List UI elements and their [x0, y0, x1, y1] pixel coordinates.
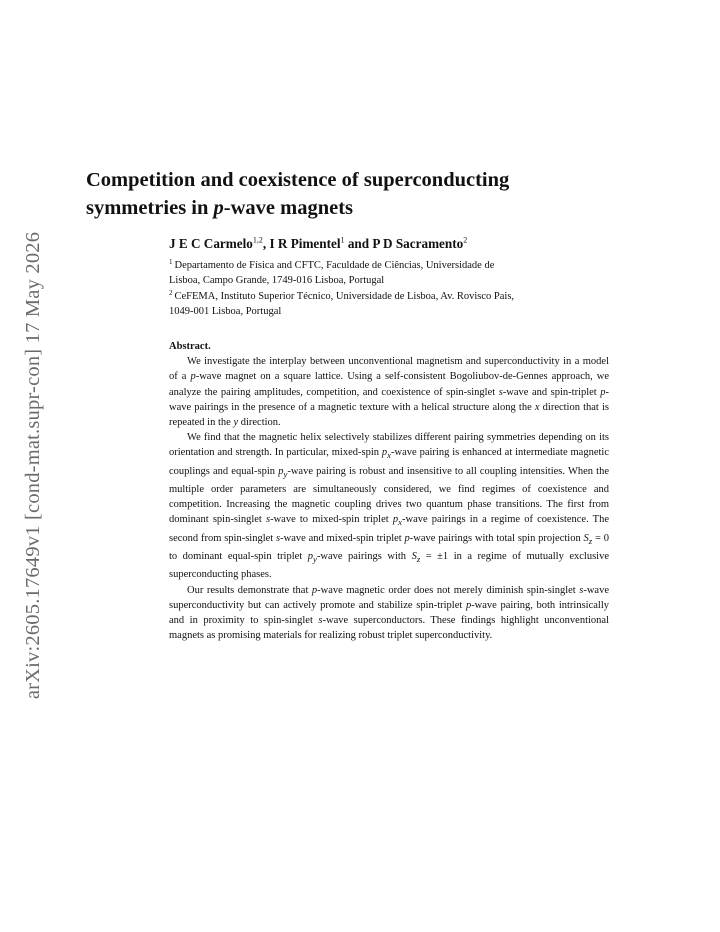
p1-text-e: -wave and spin-triplet — [502, 386, 601, 398]
p2-text-a: We find that the magnetic helix selectively stabilizes different pairing symmetries depending on its orientation and strength. In particular, mixed-spin — [169, 432, 609, 459]
p1-math-y: y — [233, 417, 239, 429]
p2-math-sub-z: z — [588, 535, 593, 546]
p1-math-p: p — [190, 371, 196, 383]
p2-math-s: s — [265, 514, 271, 526]
p1-text-a: We investigate the interplay between unconventional magnetism and superconductivity in a model of a — [169, 356, 609, 383]
arxiv-side-stamp — [20, 195, 48, 735]
affiliation-1-mark: 1 — [169, 257, 173, 266]
p2-text-q: -wave pairings with — [316, 551, 412, 563]
p2-math-S-2: S — [411, 551, 417, 563]
author-1-affil-mark: 1,2 — [252, 235, 263, 245]
p1-math-p-2: p — [600, 386, 606, 398]
affiliation-2-line-2: 1049-001 Lisboa, Portugal — [169, 306, 282, 318]
author-1-name: J E C Carmelo — [169, 236, 253, 251]
author-list — [169, 236, 467, 252]
abstract-paragraph-3 — [169, 583, 609, 644]
author-separator-2: and — [344, 236, 373, 251]
p3-text-a: Our results demonstrate that — [187, 584, 312, 596]
p3-text-g: -wave pairing, both intrinsically and in proximity to spin-singlet — [169, 599, 610, 626]
abstract-paragraph-1 — [169, 354, 609, 430]
p1-text-i: direction that is repeated in the — [169, 401, 609, 429]
arxiv-identifier: arXiv:2605.17649v1 [cond-mat.supr-con] 17 May 2026 — [22, 231, 45, 699]
abstract-paragraph-2 — [169, 430, 609, 582]
title-line-2-pre: symmetries in — [86, 197, 214, 219]
p3-text-i: -wave superconductors. These findings highlight unconventional magnets as promising materials for realizing robust triplet superconductivity. — [169, 614, 609, 642]
affiliation-2-mark: 2 — [169, 288, 173, 297]
title-line-2-italic: p — [213, 197, 224, 219]
abstract — [169, 339, 609, 643]
p2-math-p-4: p — [404, 532, 410, 544]
p2-math-sub-y-2: y — [312, 554, 317, 565]
p3-math-p: p — [311, 584, 318, 596]
p3-math-p-2: p — [465, 599, 472, 611]
affiliation-1-line-1: Departamento de Física and CFTC, Faculdade de Ciências, Universidade de — [174, 260, 495, 271]
affiliation-2 — [169, 289, 609, 319]
affiliation-1 — [169, 258, 609, 288]
p3-text-c: -wave magnetic order does not merely diminish spin-singlet — [317, 584, 580, 596]
p2-text-s: = ±1 in a regime of mutually exclusive superconducting phases. — [169, 551, 609, 581]
p2-math-sub-x-2: x — [398, 517, 402, 528]
p2-math-s-2: s — [276, 532, 281, 544]
title-line-1: Competition and coexistence of superconducting — [86, 169, 510, 191]
author-separator-1: , — [262, 236, 270, 251]
p2-text-o: = 0 to dominant equal-spin triplet — [169, 532, 609, 563]
p1-text-g: -wave pairings in the presence of a magnetic texture with a helical structure along the — [169, 386, 609, 413]
p3-text-e: -wave superconductivity but can actively promote and stabilize spin-triplet — [169, 584, 609, 611]
p2-text-k: -wave and mixed-spin triplet — [280, 532, 405, 544]
author-3-affil-mark: 2 — [463, 235, 468, 245]
abstract-heading: Abstract. — [169, 341, 211, 352]
affiliation-1-line-2: Lisboa, Campo Grande, 1749-016 Lisboa, Portugal — [169, 275, 385, 287]
p1-math-x: x — [534, 401, 540, 413]
p3-math-s-2: s — [318, 614, 323, 626]
p2-math-sub-y: y — [283, 468, 288, 479]
paper-title — [86, 166, 626, 222]
p2-math-S: S — [583, 532, 589, 544]
author-2-name: I R Pimentel — [269, 236, 341, 251]
p2-math-sub-x: x — [387, 450, 392, 461]
p2-text-c: -wave pairing is enhanced at intermediate magnetic couplings and equal-spin — [169, 447, 609, 477]
p3-math-s: s — [579, 584, 584, 596]
p1-text-c: -wave magnet on a square lattice. Using a self-consistent Bogoliubov-de-Gennes approach, we analyze the pairing amplitudes, competition, and coexistence of spin-singlet — [169, 371, 609, 398]
p1-text-k: direction. — [238, 417, 281, 429]
p2-math-p: p — [381, 447, 388, 459]
p2-text-e: -wave pairing is robust and insensitive to all coupling intensities. When the multiple order parameters are simultaneously considered, we find regimes of coexistence and competition. Increasing the magnetic coupling drives two quantum phase transitions. The first from dominant spin-singlet — [169, 465, 609, 526]
p2-text-i: -wave pairings in a regime of coexistence. The second from spin-singlet — [169, 514, 610, 544]
author-2-affil-mark: 1 — [340, 235, 345, 245]
p2-math-sub-z-2: z — [416, 554, 421, 565]
p1-math-s: s — [498, 386, 503, 398]
affiliation-2-line-1: CeFEMA, Instituto Superior Técnico, Universidade de Lisboa, Av. Rovisco Pais, — [174, 291, 515, 302]
p2-text-m: -wave pairings with total spin projection — [409, 532, 584, 544]
title-line-2-post: -wave magnets — [223, 197, 354, 219]
p2-math-p-5: p — [307, 551, 313, 563]
p2-math-p-3: p — [392, 514, 399, 526]
p2-text-g: -wave to mixed-spin triplet — [270, 514, 393, 526]
p2-math-p-2: p — [278, 465, 284, 477]
author-3-name: P D Sacramento — [372, 236, 464, 251]
